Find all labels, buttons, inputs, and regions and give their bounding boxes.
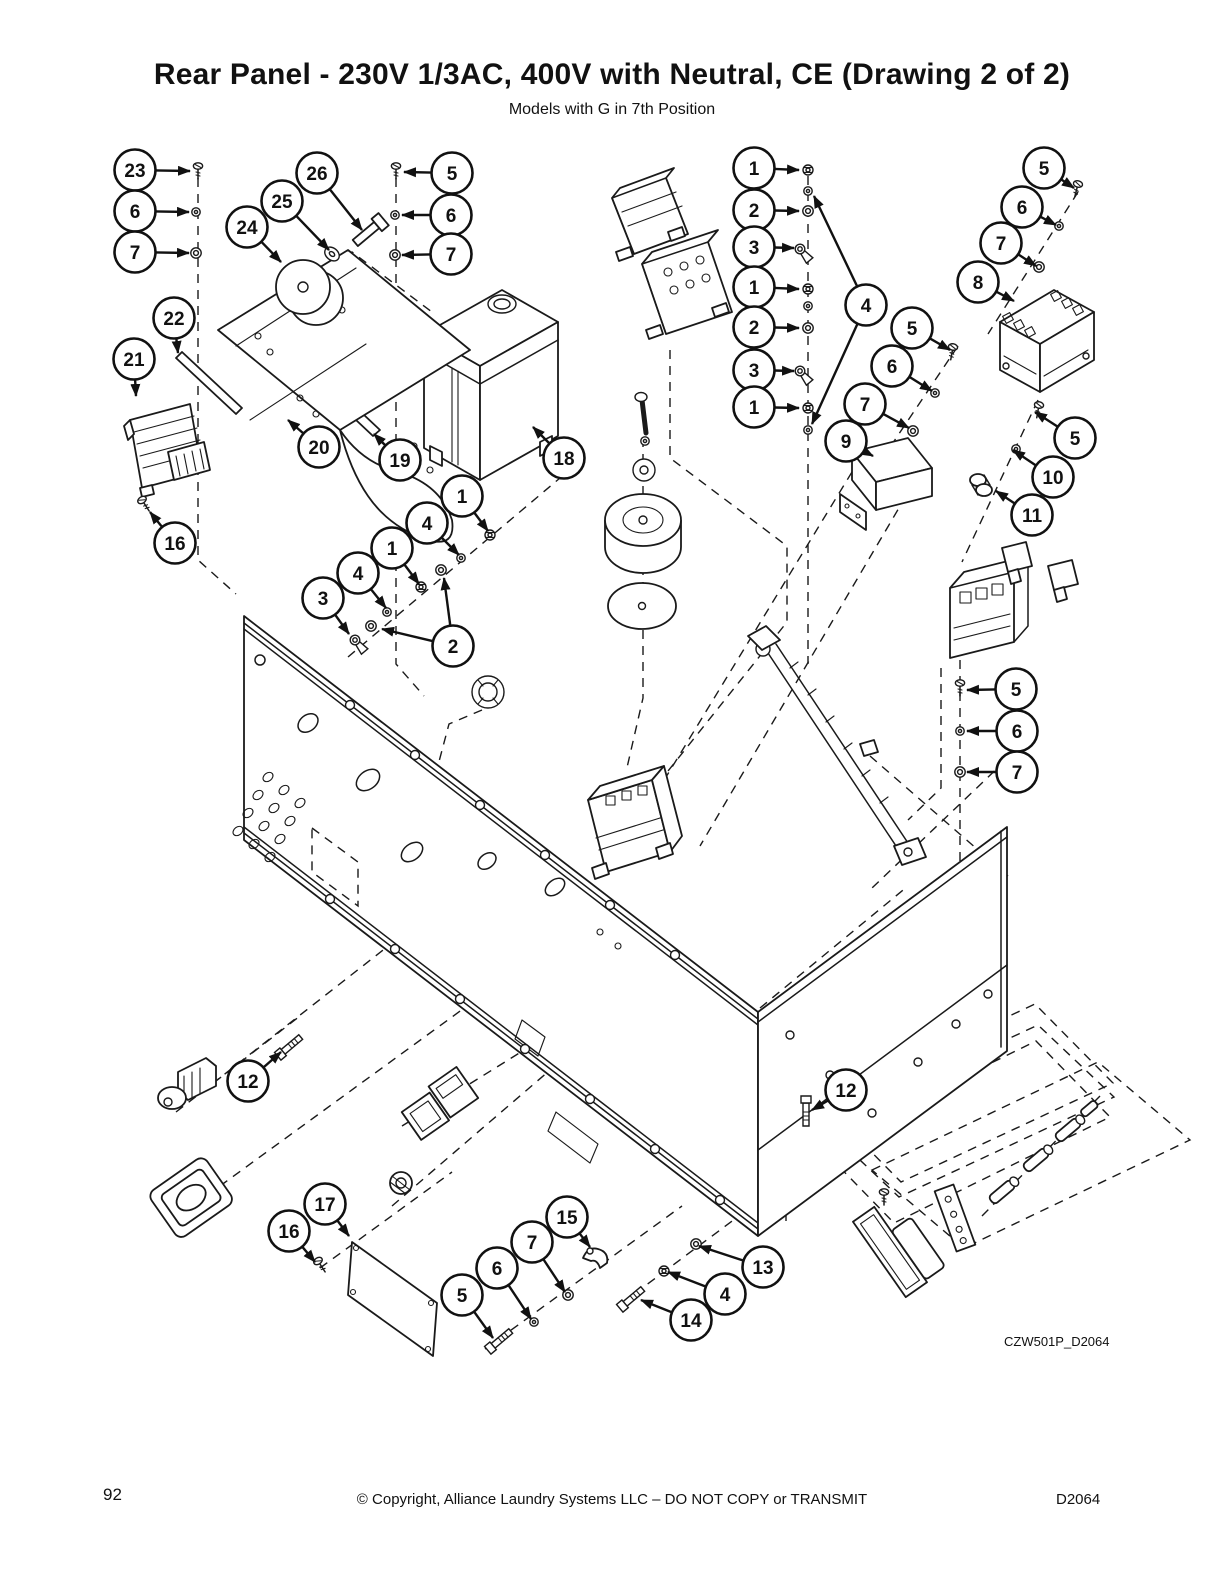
callout-arrow xyxy=(156,252,190,253)
callout-6 xyxy=(402,195,472,236)
callout-number: 2 xyxy=(748,318,760,339)
callout-arrow xyxy=(580,1233,591,1247)
callout-number: 7 xyxy=(129,243,141,264)
callout-2 xyxy=(734,307,800,348)
callout-arrow xyxy=(996,491,1015,504)
callout-number: 5 xyxy=(1069,429,1081,450)
callout-arrow xyxy=(156,170,191,171)
callout-arrow xyxy=(263,1052,281,1068)
callout-number: 13 xyxy=(752,1258,774,1279)
callout-arrow xyxy=(442,538,460,556)
callout-number: 3 xyxy=(317,589,329,610)
callout-22 xyxy=(154,298,195,354)
page-subtitle: Models with G in 7th Position xyxy=(508,101,716,118)
callout-number: 18 xyxy=(553,449,575,470)
callout-arrow xyxy=(374,434,386,446)
callout-arrow xyxy=(775,169,800,170)
callout-number: 24 xyxy=(236,218,258,239)
footer-copyright: © Copyright, Alliance Laundry Systems LLC – DO NOT COPY or TRANSMIT xyxy=(356,1491,868,1508)
callout-number: 7 xyxy=(526,1233,538,1254)
callout-number: 19 xyxy=(389,451,411,472)
callout-arrow xyxy=(156,211,190,212)
callout-arrow xyxy=(775,328,800,329)
callout-arrow xyxy=(404,172,432,173)
callout-arrow xyxy=(508,1285,531,1319)
callout-5 xyxy=(1024,148,1075,189)
callout-arrow xyxy=(967,689,996,690)
rear-panel xyxy=(231,616,758,1236)
callout-number: 8 xyxy=(972,273,984,294)
footer-doc-code: D2064 xyxy=(1056,1491,1101,1508)
callout-arrow xyxy=(1040,217,1056,225)
callout-arrow xyxy=(135,380,136,397)
callout-23 xyxy=(115,150,191,191)
callout-arrow xyxy=(814,196,857,287)
callout-number: 5 xyxy=(446,164,458,185)
callout-7 xyxy=(402,234,472,275)
callout-number: 22 xyxy=(163,309,185,330)
emi-filter xyxy=(124,404,210,497)
callout-number: 16 xyxy=(164,534,186,555)
callout-arrow xyxy=(404,564,419,584)
callout-arrow xyxy=(775,248,795,249)
callout-arrow xyxy=(641,1300,672,1312)
diagram-code-label: CZW501P_D2064 xyxy=(1004,1334,1110,1349)
mounted-contactor xyxy=(588,766,682,879)
callout-number: 6 xyxy=(491,1259,503,1280)
callout-number: 6 xyxy=(886,357,898,378)
callout-arrow xyxy=(668,1272,706,1287)
callout-8 xyxy=(958,262,1015,303)
panel-connector xyxy=(147,1155,235,1240)
power-inlet xyxy=(390,1067,478,1194)
cable-gland xyxy=(158,1058,216,1109)
callout-arrow xyxy=(261,242,281,262)
callout-arrow xyxy=(775,408,800,409)
callout-number: 7 xyxy=(1011,763,1023,784)
callout-number: 6 xyxy=(129,202,141,223)
callout-arrow xyxy=(150,512,162,527)
callout-1 xyxy=(734,267,800,308)
callout-5 xyxy=(892,308,951,351)
callout-number: 1 xyxy=(386,539,398,560)
callout-arrow xyxy=(474,1312,493,1338)
callout-number: 15 xyxy=(556,1208,578,1229)
callout-number: 6 xyxy=(1016,198,1028,219)
callout-16 xyxy=(269,1211,316,1263)
cable-clamp xyxy=(583,1248,607,1268)
callout-3 xyxy=(734,350,795,391)
callout-arrow xyxy=(1013,450,1036,466)
interference-filter xyxy=(424,290,558,480)
callout-arrow xyxy=(1035,412,1058,427)
callout-6 xyxy=(1002,187,1057,228)
callout-number: 5 xyxy=(1010,680,1022,701)
callout-arrow xyxy=(543,1259,565,1292)
callout-21 xyxy=(114,339,155,397)
callout-20 xyxy=(288,420,340,468)
callout-16 xyxy=(150,512,196,564)
callout-arrow xyxy=(699,1246,744,1261)
callout-number: 2 xyxy=(748,201,760,222)
choke-assembly xyxy=(605,393,681,630)
callout-arrow xyxy=(775,288,800,289)
callout-number: 23 xyxy=(124,161,146,182)
callout-arrow xyxy=(296,216,329,250)
callout-number: 6 xyxy=(445,206,457,227)
cover-plate xyxy=(348,1242,437,1356)
callout-3 xyxy=(734,227,795,268)
callout-number: 1 xyxy=(748,159,760,180)
callout-1 xyxy=(734,148,800,189)
callout-number: 5 xyxy=(906,319,918,340)
callout-arrow xyxy=(444,578,450,626)
callout-12 xyxy=(228,1052,282,1102)
callout-number: 4 xyxy=(860,296,872,317)
callout-number: 25 xyxy=(271,192,293,213)
callout-arrow xyxy=(1061,179,1074,188)
callout-arrow xyxy=(474,513,488,532)
callout-number: 10 xyxy=(1042,468,1064,489)
callout-arrow xyxy=(883,414,909,428)
callout-11 xyxy=(996,491,1053,536)
callout-arrow xyxy=(1018,254,1036,266)
callout-number: 1 xyxy=(748,278,760,299)
callout-number: 4 xyxy=(421,514,433,535)
callout-arrow xyxy=(382,629,433,641)
callout-number: 14 xyxy=(680,1311,702,1332)
callout-number: 12 xyxy=(237,1072,259,1093)
callout-arrow xyxy=(302,1247,315,1262)
footer-page-number: 92 xyxy=(103,1485,122,1504)
page-title: Rear Panel - 230V 1/3AC, 400V with Neutral, CE (Drawing 2 of 2) xyxy=(153,58,1071,91)
callout-number: 7 xyxy=(995,234,1007,255)
relay-block xyxy=(950,542,1078,658)
callout-arrow xyxy=(335,615,349,634)
callout-arrow xyxy=(909,377,932,391)
callout-17 xyxy=(305,1184,350,1237)
callout-6 xyxy=(872,346,933,392)
callout-number: 1 xyxy=(456,487,468,508)
callout-number: 3 xyxy=(748,361,760,382)
callout-number: 4 xyxy=(719,1285,731,1306)
contactor-stack xyxy=(612,168,732,339)
callout-number: 3 xyxy=(748,238,760,259)
callout-number: 20 xyxy=(308,438,330,459)
callout-26 xyxy=(297,153,363,231)
callout-2 xyxy=(734,190,800,231)
callout-arrow xyxy=(930,338,950,350)
spacer xyxy=(970,474,992,496)
callout-number: 7 xyxy=(445,245,457,266)
callout-number: 7 xyxy=(859,395,871,416)
callout-number: 5 xyxy=(456,1286,468,1307)
transformer xyxy=(1000,290,1094,392)
callout-arrow xyxy=(288,420,304,434)
callout-arrow xyxy=(330,189,362,230)
callout-1 xyxy=(734,387,800,428)
callout-number: 1 xyxy=(748,398,760,419)
callout-number: 4 xyxy=(352,564,364,585)
ring-nut xyxy=(472,676,504,708)
callout-number: 12 xyxy=(835,1081,857,1102)
side-panel xyxy=(758,827,1007,1279)
callout-number: 2 xyxy=(447,637,459,658)
callout-5 xyxy=(967,669,1037,710)
callout-number: 16 xyxy=(278,1222,300,1243)
callout-arrow xyxy=(337,1220,349,1236)
callout-14 xyxy=(641,1300,712,1341)
callout-number: 6 xyxy=(1011,722,1023,743)
callout-number: 21 xyxy=(123,350,145,371)
support-strut xyxy=(748,626,926,865)
callout-number: 17 xyxy=(314,1195,336,1216)
callout-7 xyxy=(115,232,190,273)
callout-6 xyxy=(115,191,190,232)
callout-number: 9 xyxy=(840,432,852,453)
callout-number: 26 xyxy=(306,164,328,185)
callout-2 xyxy=(382,578,474,667)
callout-arrow xyxy=(176,338,178,353)
callout-arrow xyxy=(996,292,1014,301)
callout-5 xyxy=(404,153,473,194)
callout-5 xyxy=(1035,412,1096,459)
callout-number: 5 xyxy=(1038,159,1050,180)
callout-6 xyxy=(967,711,1038,752)
callout-7 xyxy=(981,223,1037,267)
callout-arrow xyxy=(371,589,386,608)
callout-arrow xyxy=(775,211,800,212)
callout-number: 11 xyxy=(1021,506,1043,527)
callout-arrow xyxy=(775,371,795,372)
callout-10 xyxy=(1013,450,1074,498)
callout-arrow xyxy=(402,254,431,255)
